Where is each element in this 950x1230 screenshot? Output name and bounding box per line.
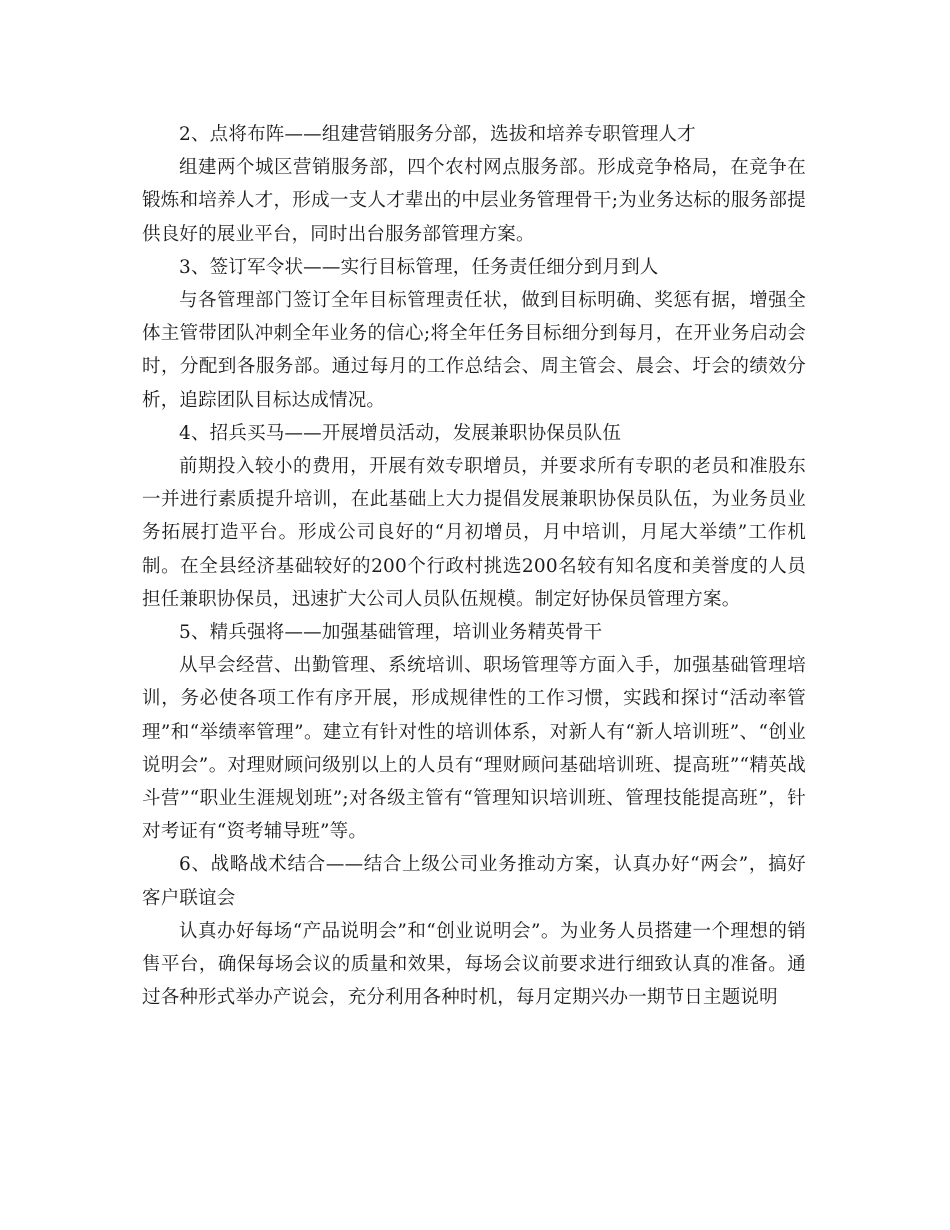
paragraph-sales-departments: 组建两个城区营销服务部，四个农村网点服务部。形成竞争格局，在竞争在锻炼和培养人才，形成一支人才辈出的中层业务管理骨干;为业务达标的服务部提供良好的展业平台，同时出台服务部管理方案。 [142,157,806,245]
paragraph-training: 从早会经营、出勤管理、系统培训、职场管理等方面入手，加强基础管理培训，务必使各项工作有序开展，形成规律性的工作习惯，实践和探讨“活动率管理”和“举绩率管理”。建立有针对性的培训体系，对新人有“新人培训班”、“创业说明会”。对理财顾问级别以上的人员有“理财顾问基础培训班、提高班”“精英战斗营”“职业生涯规划班”;对各级主管有“管理知识培训班、管理技能提高班”，针对考证有“资考辅导班”等。 [142,655,806,843]
paragraph-recruitment: 前期投入较小的费用，开展有效专职增员，并要求所有专职的老员和准股东一并进行素质提升培训，在此基础上大力提倡发展兼职协保员队伍，为业务员业务拓展打造平台。形成公司良好的“月初增员，月中培训，月尾大举绩”工作机制。在全县经济基础较好的200个行政村挑选200名较有知名度和美誉度的人员担任兼职协保员，迅速扩大公司人员队伍规模。制定好协保员管理方案。 [142,456,806,610]
paragraph-meetings: 认真办好每场“产品说明会”和“创业说明会”。为业务人员搭建一个理想的销售平台，确保每场会议的质量和效果，每场会议前要求进行细致认真的准备。通过各种形式举办产说会，充分利用各种时机，每月定期兴办一期节日主题说明 [142,920,806,1009]
section-heading-4: 4、招兵买马——开展增员活动，发展兼职协保员队伍 [179,422,622,444]
section-heading-3: 3、签订军令状——实行目标管理，任务责任细分到月到人 [179,256,659,278]
section-heading-5: 5、精兵强将——加强基础管理，培训业务精英骨干 [179,622,603,644]
paragraph-target-management: 与各管理部门签订全年目标管理责任状，做到目标明确、奖惩有据，增强全体主管带团队冲刺全年业务的信心;将全年任务目标细分到每月，在开业务启动会时，分配到各服务部。通过每月的工作总结会、周主管会、晨会、圩会的绩效分析，追踪团队目标达成情况。 [142,290,806,411]
section-heading-6: 6、战略战术结合——结合上级公司业务推动方案，认真办好“两会”，搞好客户联谊会 [142,854,806,909]
section-heading-2: 2、点将布阵——组建营销服务分部，选拔和培养专职管理人才 [179,124,696,145]
document-body [142,118,806,1014]
